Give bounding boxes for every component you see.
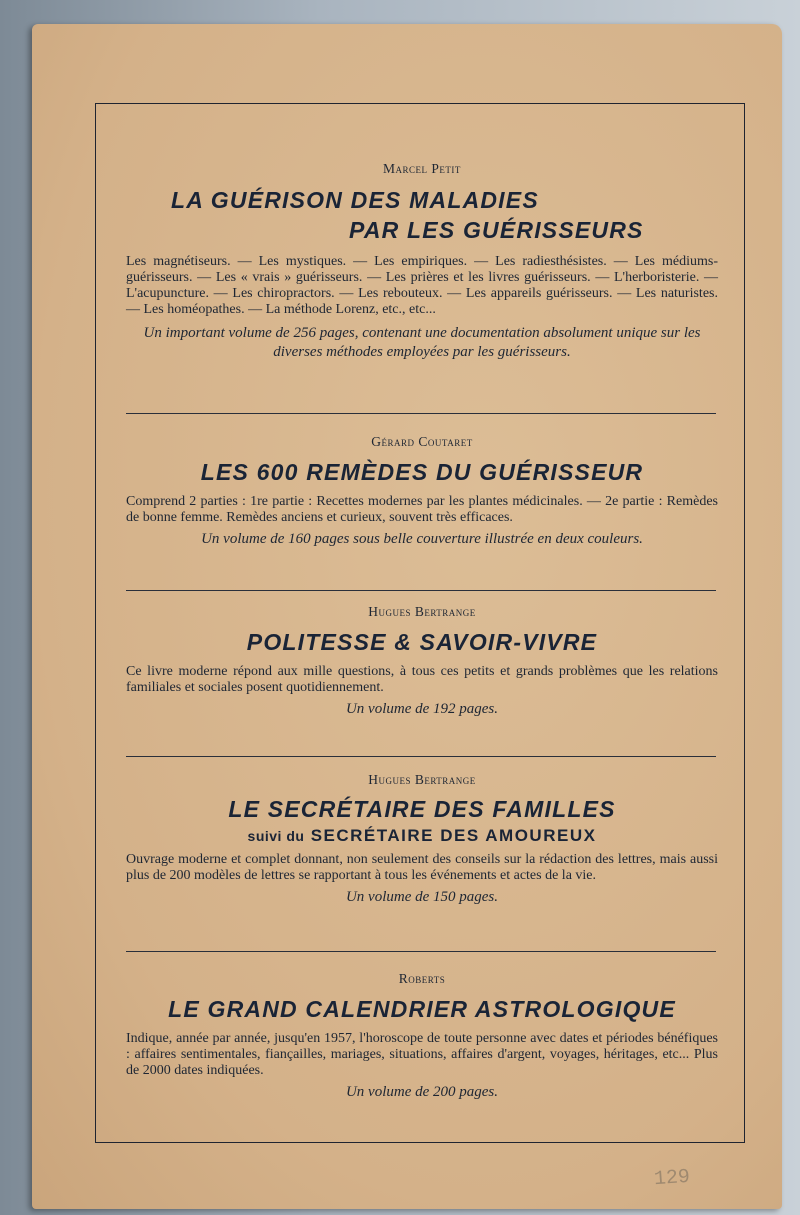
book-entry-1	[126, 161, 718, 362]
book-back-cover	[32, 24, 782, 1209]
book-author: Roberts	[398, 971, 446, 986]
subtitle-prefix: suivi du	[247, 828, 305, 844]
book-note: Un volume de 150 pages.	[345, 889, 499, 905]
book-subtitle	[126, 826, 718, 846]
book-author: Hugues Bertrange	[368, 772, 476, 787]
book-note: Un volume de 192 pages.	[345, 701, 499, 717]
book-entry-3	[126, 604, 718, 719]
book-author: Marcel Petit	[383, 161, 461, 176]
book-title: LES 600 REMÈDES DU GUÉRISSEUR	[200, 459, 644, 485]
book-description: Indique, année par année, jusqu'en 1957, l'horoscope de toute personne avec dates et périodes bénéfiques : affaires sentimentales, fiançailles, mariages, situations, affaires d'argent, voyages, héritages, etc... Plus de 2000 dates indiquées.	[126, 1031, 718, 1078]
book-author: Gérard Coutaret	[371, 434, 473, 449]
divider	[126, 590, 716, 591]
stamp-number: 129	[653, 1165, 691, 1192]
divider	[126, 413, 716, 414]
book-title-line2: PAR LES GUÉRISSEURS	[349, 217, 644, 243]
book-title: LE GRAND CALENDRIER ASTROLOGIQUE	[168, 996, 676, 1022]
book-note: Un volume de 160 pages sous belle couverture illustrée en deux couleurs.	[201, 531, 643, 547]
subtitle-text: SECRÉTAIRE DES AMOUREUX	[310, 826, 597, 845]
book-entry-5	[126, 971, 718, 1102]
book-note: Un volume de 200 pages.	[345, 1084, 499, 1100]
book-entry-2	[126, 434, 718, 549]
book-description: Ce livre moderne répond aux mille questions, à tous ces petits et grands problèmes que les relations familiales et sociales posent quotidiennement.	[126, 664, 718, 695]
catalogue-frame	[95, 103, 745, 1143]
book-note: Un important volume de 256 pages, contenant une documentation absolument unique sur les diverses méthodes employées par les guérisseurs.	[143, 325, 701, 360]
book-author: Hugues Bertrange	[368, 604, 476, 619]
divider	[126, 756, 716, 757]
book-description: Ouvrage moderne et complet donnant, non seulement des conseils sur la rédaction des lettres, mais aussi plus de 200 modèles de lettres se rapportant à tous les événements et actes de la vie.	[126, 852, 718, 883]
book-title: POLITESSE & SAVOIR-VIVRE	[246, 629, 598, 655]
book-title-line1: LA GUÉRISON DES MALADIES	[171, 187, 539, 213]
divider	[126, 951, 716, 952]
book-description: Comprend 2 parties : 1re partie : Recettes modernes par les plantes médicinales. — 2e partie : Remèdes de bonne femme. Remèdes anciens et curieux, souvent très efficaces.	[126, 494, 718, 525]
book-title: LE SECRÉTAIRE DES FAMILLES	[228, 796, 616, 822]
book-entry-4	[126, 772, 718, 907]
book-description: Les magnétiseurs. — Les mystiques. — Les empiriques. — Les radiesthésistes. — Les médiums-guérisseurs. — Les « vrais » guérisseurs. — Les prières et les livres guérisseurs. — L'herboristerie. — L'acupuncture. — Les chiropractors. — Les rebouteux. — Les appareils guérisseurs. — Les naturistes. — Les homéopathes. — La méthode Lorenz, etc., etc...	[126, 254, 718, 317]
